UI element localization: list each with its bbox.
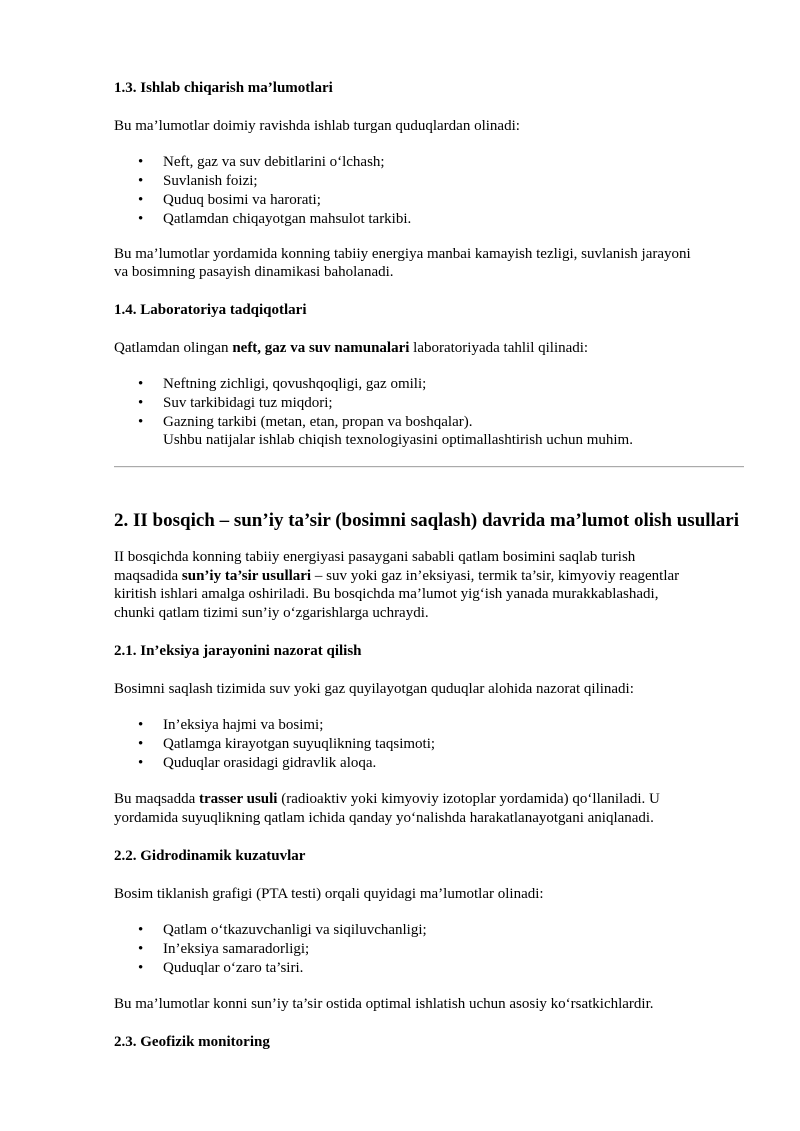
section-heading-1-4: 1.4. Laboratoriya tadqiqotlari [114, 302, 307, 318]
list-item: • Qatlamdan chiqayotgan mahsulot tarkibi. [138, 211, 412, 227]
bullet-icon: • [138, 717, 144, 733]
section-heading-1-3: 1.3. Ishlab chiqarish ma’lumotlari [114, 80, 333, 96]
bullet-icon: • [138, 154, 144, 170]
section-heading-2-2: 2.2. Gidrodinamik kuzatuvlar [114, 848, 306, 864]
section-1-3-outro-line1: Bu ma’lumotlar yordamida konning tabiiy energiya manbai kamayish tezligi, suvlanish jarayoni [114, 246, 691, 262]
section-1-4-list-tail: Ushbu natijalar ishlab chiqish texnologiyasini optimallashtirish uchun muhim. [163, 432, 633, 448]
bullet-icon: • [138, 395, 144, 411]
section-2-para-line3: kiritish ishlari amalga oshiriladi. Bu bosqichda ma’lumot yig‘ish yanada murakkablashadi, [114, 586, 659, 602]
section-2-1-list [114, 716, 744, 773]
section-2-para-line2: maqsadida sun’iy ta’sir usullari – suv yoki gaz in’eksiyasi, termik ta’sir, kimyoviy reagentlar [114, 568, 680, 584]
section-1-3-intro: Bu ma’lumotlar doimiy ravishda ishlab turgan quduqlardan olinadi: [114, 118, 520, 134]
horizontal-divider [114, 466, 744, 468]
bullet-icon: • [138, 211, 144, 227]
section-heading-2-1: 2.1. In’eksiya jarayonini nazorat qilish [114, 643, 362, 659]
list-item: • Neftning zichligi, qovushqoqligi, gaz omili; [138, 376, 427, 392]
bullet-icon: • [138, 941, 144, 957]
list-item: • Qatlam o‘tkazuvchanligi va siqiluvchanligi; [138, 922, 427, 938]
section-2-1-outro-line1: Bu maqsadda trasser usuli (radioaktiv yoki kimyoviy izotoplar yordamida) qo‘llaniladi. U [114, 791, 660, 807]
bullet-icon: • [138, 736, 144, 752]
section-heading-2-3: 2.3. Geofizik monitoring [114, 1034, 270, 1050]
list-item: • Neft, gaz va suv debitlarini o‘lchash; [138, 154, 385, 170]
section-1-3-outro-line2: va bosimning pasayish dinamikasi baholanadi. [114, 264, 394, 280]
section-heading-2: 2. II bosqich – sun’iy ta’sir (bosimni saqlash) davrida ma’lumot olish usullari [114, 510, 740, 531]
section-2-2-list [114, 921, 744, 978]
section-2-2-intro: Bosim tiklanish grafigi (PTA testi) orqali quyidagi ma’lumotlar olinadi: [114, 886, 544, 902]
list-item: • Suvlanish foizi; [138, 173, 258, 189]
section-2-2-outro: Bu ma’lumotlar konni sun’iy ta’sir ostida optimal ishlatish uchun asosiy ko‘rsatkichlardir. [114, 996, 654, 1012]
list-item: • Quduqlar o‘zaro ta’siri. [138, 960, 304, 976]
bullet-icon: • [138, 755, 144, 771]
list-item: • Quduq bosimi va harorati; [138, 192, 321, 208]
bullet-icon: • [138, 414, 144, 430]
section-2-1-intro: Bosimni saqlash tizimida suv yoki gaz quyilayotgan quduqlar alohida nazorat qilinadi: [114, 681, 634, 697]
list-item: • Qatlamga kirayotgan suyuqlikning taqsimoti; [138, 736, 436, 752]
list-item: • In’eksiya hajmi va bosimi; [138, 717, 324, 733]
section-2-para-line4: chunki qatlam tizimi sun’iy o‘zgarishlarga uchraydi. [114, 605, 429, 621]
bullet-icon: • [138, 192, 144, 208]
section-1-4-list [114, 375, 744, 432]
section-1-3-list [114, 153, 744, 229]
section-2-1-outro-line2: yordamida suyuqlikning qatlam ichida qanday yo‘nalishda harakatlanayotgani aniqlanadi. [114, 810, 654, 826]
list-item: • Gazning tarkibi (metan, etan, propan va boshqalar). [138, 414, 473, 430]
bullet-icon: • [138, 960, 144, 976]
list-item: • Suv tarkibidagi tuz miqdori; [138, 395, 333, 411]
bullet-icon: • [138, 922, 144, 938]
list-item: • Quduqlar orasidagi gidravlik aloqa. [138, 755, 377, 771]
bullet-icon: • [138, 376, 144, 392]
section-1-4-intro: Qatlamdan olingan neft, gaz va suv namunalari laboratoriyada tahlil qilinadi: [114, 340, 589, 356]
section-2-para-line1: II bosqichda konning tabiiy energiyasi pasaygani sababli qatlam bosimini saqlab turish [114, 549, 636, 565]
bullet-icon: • [138, 173, 144, 189]
list-item: • In’eksiya samaradorligi; [138, 941, 310, 957]
